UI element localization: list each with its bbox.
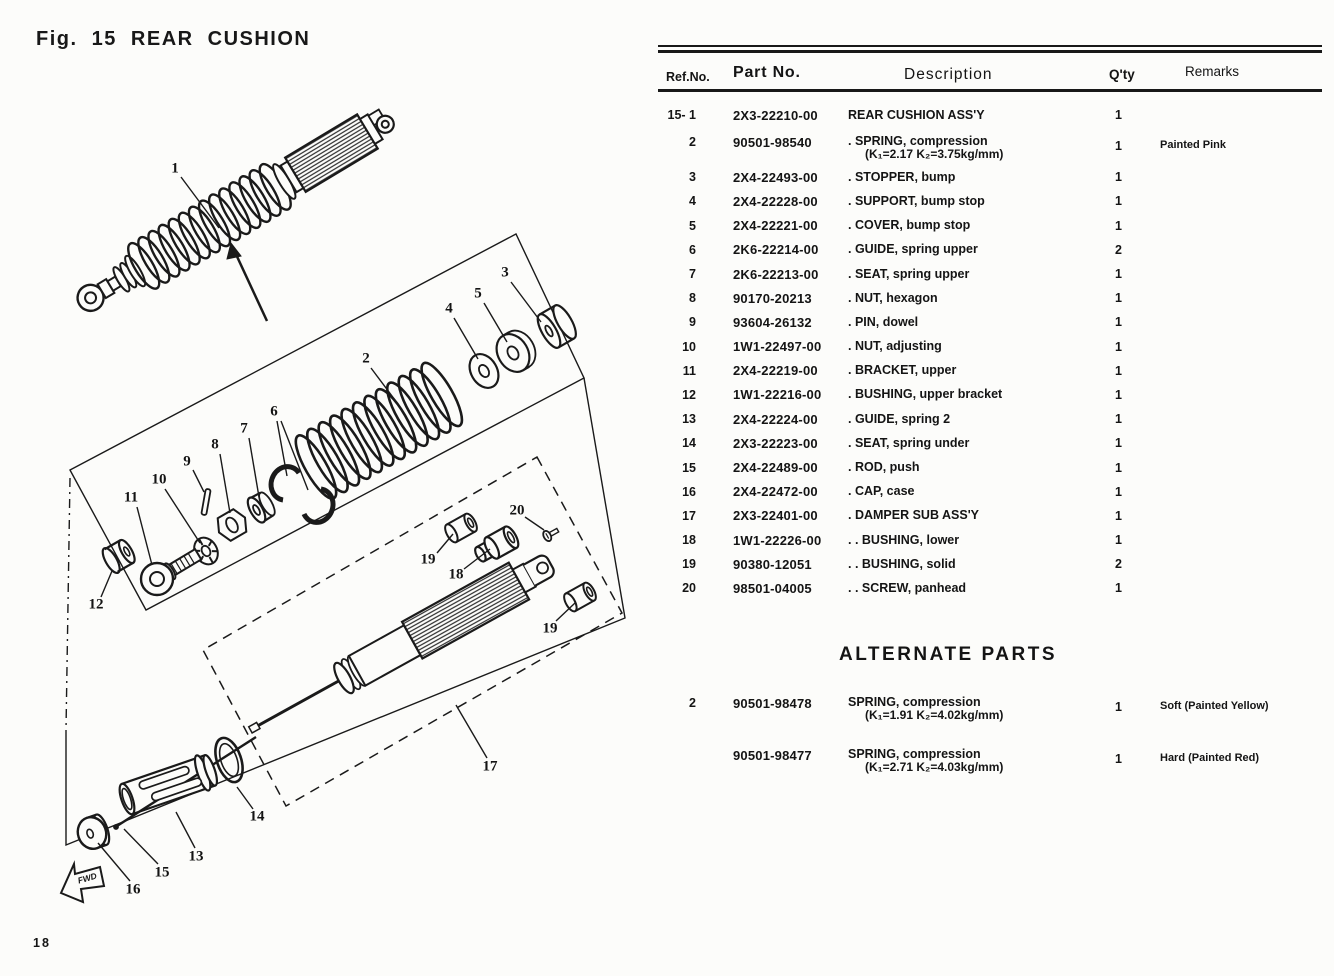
qty-cell: 1 [1115, 194, 1122, 209]
table-top-rule-2 [658, 50, 1322, 53]
qty-cell: 1 [1115, 339, 1122, 354]
bushing-upper-bracket [99, 537, 138, 575]
callout-label: 15 [154, 864, 170, 881]
ref-no-cell: 3 [689, 170, 696, 185]
table-row [658, 127, 1334, 165]
callout-leader [525, 517, 544, 530]
callout-label: 13 [188, 848, 204, 865]
table-row [658, 576, 1334, 600]
qty-cell: 1 [1115, 218, 1122, 233]
callout-label: 11 [123, 489, 139, 506]
part-no-cell: 1W1-22216-00 [733, 387, 822, 403]
qty-cell: 1 [1115, 752, 1122, 766]
qty-cell: 1 [1115, 363, 1122, 378]
table-row [658, 431, 1334, 455]
part-no-cell: 90501-98540 [733, 135, 812, 151]
ref-no-cell: 2 [689, 135, 696, 150]
description-line1: . SEAT, spring upper [848, 266, 970, 281]
callout-leader [437, 534, 453, 553]
description-cell [830, 127, 1095, 161]
callout-leader [281, 421, 308, 490]
ref-no-cell: 15 [682, 460, 696, 475]
description-line1: REAR CUSHION ASS'Y [848, 107, 985, 122]
table-row [658, 359, 1334, 383]
description-cell [830, 582, 1095, 595]
description-line1: . NUT, adjusting [848, 339, 942, 354]
exploded-diagram [0, 0, 650, 976]
qty-cell: 1 [1115, 315, 1122, 330]
table-row [658, 552, 1334, 576]
description-cell [830, 195, 1095, 208]
description-cell [830, 509, 1095, 522]
table-row [658, 383, 1334, 407]
ref-no-cell: 18 [682, 533, 696, 548]
description-cell [830, 219, 1095, 232]
callout-leader [249, 438, 259, 497]
fwd-label: FWD [76, 870, 98, 886]
qty-cell: 1 [1115, 460, 1122, 475]
callout-leader [98, 843, 130, 881]
ref-no-cell: 6 [689, 242, 696, 257]
callout-leader [124, 829, 158, 864]
table-row [658, 455, 1334, 479]
guide-spring-2 [116, 751, 221, 818]
callout-label: 20 [509, 502, 525, 519]
callout-leader [220, 454, 230, 513]
description-cell [830, 461, 1095, 474]
callout-leader [181, 177, 219, 228]
part-no-cell: 2X4-22493-00 [733, 169, 818, 185]
bushing-solid-lower [562, 581, 599, 614]
table-row [658, 335, 1334, 359]
description-line2: (K₁=1.91 K₂=4.02kg/mm) [865, 708, 1004, 722]
qty-cell: 1 [1115, 170, 1122, 185]
callout-label: 14 [249, 808, 265, 825]
parts-table [658, 0, 1334, 976]
description-line1: . STOPPER, bump [848, 169, 956, 184]
callout-leader [556, 603, 575, 621]
qty-cell: 1 [1115, 139, 1122, 154]
description-line1: . . BUSHING, lower [848, 532, 960, 547]
description-line1: . BRACKET, upper [848, 363, 957, 378]
callout-label: 3 [501, 264, 509, 281]
part-no-cell: 93604-26132 [733, 314, 812, 330]
description-cell [830, 243, 1095, 256]
part-no-cell: 1W1-22226-00 [733, 532, 822, 548]
qty-cell: 2 [1115, 242, 1122, 257]
part-no-cell: 98501-04005 [733, 580, 812, 596]
description-cell [830, 388, 1095, 401]
callout-leader [454, 318, 478, 359]
qty-cell: 1 [1115, 267, 1122, 282]
ref-no-cell: 2 [689, 696, 696, 710]
table-row [658, 286, 1334, 310]
callout-leader [101, 571, 112, 597]
spring-compression [289, 358, 469, 503]
ref-no-cell: 13 [682, 412, 696, 427]
part-no-cell: 2X4-22219-00 [733, 363, 818, 379]
description-line1: . DAMPER SUB ASS'Y [848, 508, 979, 523]
description-cell [830, 109, 1095, 122]
table-row [658, 262, 1334, 286]
callout-label: 7 [240, 420, 248, 437]
ref-no-cell: 20 [682, 581, 696, 596]
qty-cell: 1 [1115, 581, 1122, 596]
header-qty: Q'ty [1109, 67, 1135, 82]
description-line1: . . BUSHING, solid [848, 556, 956, 571]
ref-no-cell: 12 [682, 387, 696, 402]
qty-cell: 1 [1115, 291, 1122, 306]
callout-leader [456, 705, 487, 758]
description-cell [830, 688, 1095, 722]
ref-no-cell: 16 [682, 484, 696, 499]
ref-no-cell: 5 [689, 218, 696, 233]
callout-label: 8 [211, 436, 219, 453]
description-line1: SPRING, compression [848, 747, 981, 761]
alternate-parts-rows [658, 688, 1334, 792]
table-row [658, 310, 1334, 334]
fwd-arrow [61, 864, 104, 902]
part-no-cell: 90501-98478 [733, 696, 812, 711]
description-line1: . SUPPORT, bump stop [848, 193, 985, 208]
description-cell [830, 437, 1095, 450]
description-line1: . COVER, bump stop [848, 218, 971, 233]
description-line1: . . SCREW, panhead [848, 580, 967, 595]
callout-leader [165, 489, 200, 543]
table-row [658, 528, 1334, 552]
header-remarks: Remarks [1185, 64, 1240, 79]
qty-cell: 1 [1115, 484, 1122, 499]
description-cell [830, 171, 1095, 184]
description-line1: . ROD, push [848, 460, 920, 475]
bushing-lower [471, 524, 521, 566]
description-line1: . GUIDE, spring upper [848, 242, 978, 257]
table-row [658, 238, 1334, 262]
part-no-cell: 2X4-22472-00 [733, 484, 818, 500]
description-cell [830, 292, 1095, 305]
description-cell [830, 316, 1095, 329]
description-line1: . CAP, case [848, 484, 915, 499]
part-no-cell: 90170-20213 [733, 290, 812, 306]
table-row [658, 189, 1334, 213]
callout-label: 10 [151, 471, 167, 488]
qty-cell: 1 [1115, 700, 1122, 714]
description-line1: . SEAT, spring under [848, 435, 970, 450]
description-cell [830, 268, 1095, 281]
description-line1: . PIN, dowel [848, 314, 919, 329]
table-row [658, 214, 1334, 238]
callout-leader [511, 282, 541, 322]
description-cell [830, 485, 1095, 498]
alternate-parts-title: ALTERNATE PARTS [839, 644, 1057, 665]
qty-cell: 1 [1115, 108, 1122, 123]
ref-no-cell: 10 [682, 339, 696, 354]
table-row [658, 480, 1334, 504]
part-no-cell: 2X4-22228-00 [733, 193, 818, 209]
table-top-rule [658, 45, 1322, 47]
remarks-cell: Painted Pink [1160, 139, 1227, 152]
qty-cell: 1 [1115, 533, 1122, 548]
page-number: 18 [33, 936, 51, 950]
description-cell [830, 534, 1095, 547]
callout-label: 17 [482, 758, 498, 775]
part-no-cell: 90501-98477 [733, 748, 812, 763]
table-row [658, 688, 1334, 740]
remarks-cell: Soft (Painted Yellow) [1160, 700, 1269, 712]
callout-label: 2 [362, 350, 370, 367]
description-line1: SPRING, compression [848, 695, 981, 709]
ref-no-cell: 11 [682, 363, 696, 378]
part-no-cell: 2X3-22223-00 [733, 435, 818, 451]
table-row [658, 165, 1334, 189]
description-line2: (K₁=2.17 K₂=3.75kg/mm) [865, 147, 1004, 162]
callout-leader [237, 787, 253, 809]
header-underline [658, 89, 1322, 92]
description-line1: . SPRING, compression [848, 134, 988, 149]
callout-label: 4 [445, 300, 453, 317]
ref-no-cell: 4 [689, 194, 696, 209]
part-no-cell: 2X3-22210-00 [733, 107, 818, 123]
callout-leader [137, 507, 152, 565]
qty-cell: 1 [1115, 508, 1122, 523]
damper-sub-assembly [240, 545, 560, 748]
description-line2: (K₁=2.71 K₂=4.03kg/mm) [865, 760, 1004, 774]
callout-label: 19 [420, 551, 436, 568]
description-cell [830, 413, 1095, 426]
description-line1: . NUT, hexagon [848, 290, 938, 305]
part-no-cell: 2X4-22224-00 [733, 411, 818, 427]
part-no-cell: 2X3-22401-00 [733, 508, 818, 524]
ref-no-cell [658, 740, 710, 748]
screw-panhead [542, 525, 561, 542]
table-row [658, 740, 1334, 792]
header-ref-no: Ref.No. [666, 70, 710, 84]
description-cell [830, 558, 1095, 571]
ref-no-cell: 9 [689, 315, 696, 330]
ref-no-cell: 8 [689, 291, 696, 306]
callout-label: 9 [183, 453, 191, 470]
description-cell [830, 740, 1095, 774]
callout-label: 5 [474, 285, 482, 302]
ref-no-cell: 19 [682, 557, 696, 572]
header-description: Description [904, 66, 993, 83]
qty-cell: 1 [1115, 387, 1122, 402]
cap-case [74, 813, 113, 853]
qty-cell: 1 [1115, 436, 1122, 451]
table-row [658, 504, 1334, 528]
figure-title: Fig. 15 REAR CUSHION [36, 28, 311, 50]
assembled-rear-cushion [66, 95, 404, 327]
callout-leader [176, 812, 195, 848]
stopper-bump [533, 302, 580, 351]
part-no-cell: 2K6-22213-00 [733, 266, 819, 282]
callout-label: 6 [270, 403, 278, 420]
remarks-cell: Hard (Painted Red) [1160, 752, 1260, 764]
ref-no-cell: 7 [689, 267, 696, 282]
callout-label: 19 [542, 620, 558, 637]
table-row [658, 407, 1334, 431]
callout-label: 1 [171, 160, 179, 177]
ref-no-cell: 17 [682, 508, 696, 523]
part-no-cell: 1W1-22497-00 [733, 339, 822, 355]
description-line1: . BUSHING, upper bracket [848, 387, 1003, 402]
ref-no-cell: 15- 1 [667, 108, 696, 123]
description-cell [830, 364, 1095, 377]
part-no-cell: 90380-12051 [733, 556, 812, 572]
part-no-cell: 2X4-22489-00 [733, 460, 818, 476]
qty-cell: 1 [1115, 412, 1122, 427]
header-part-no: Part No. [733, 64, 801, 81]
assembly-direction-arrow [227, 243, 267, 321]
bracket-upper [141, 547, 203, 595]
callout-label: 16 [125, 881, 141, 898]
callout-leader [193, 470, 204, 492]
callout-label: 12 [88, 596, 104, 613]
callout-leader [484, 303, 507, 342]
callout-label: 18 [448, 566, 464, 583]
parts-rows [658, 103, 1334, 601]
pin-dowel [201, 489, 210, 515]
table-row [658, 103, 1334, 127]
nut-hexagon [213, 506, 252, 544]
qty-cell: 2 [1115, 557, 1122, 572]
part-no-cell: 2K6-22214-00 [733, 242, 819, 258]
description-line1: . GUIDE, spring 2 [848, 411, 951, 426]
part-no-cell: 2X4-22221-00 [733, 218, 818, 234]
description-cell [830, 340, 1095, 353]
ref-no-cell: 14 [682, 436, 696, 451]
